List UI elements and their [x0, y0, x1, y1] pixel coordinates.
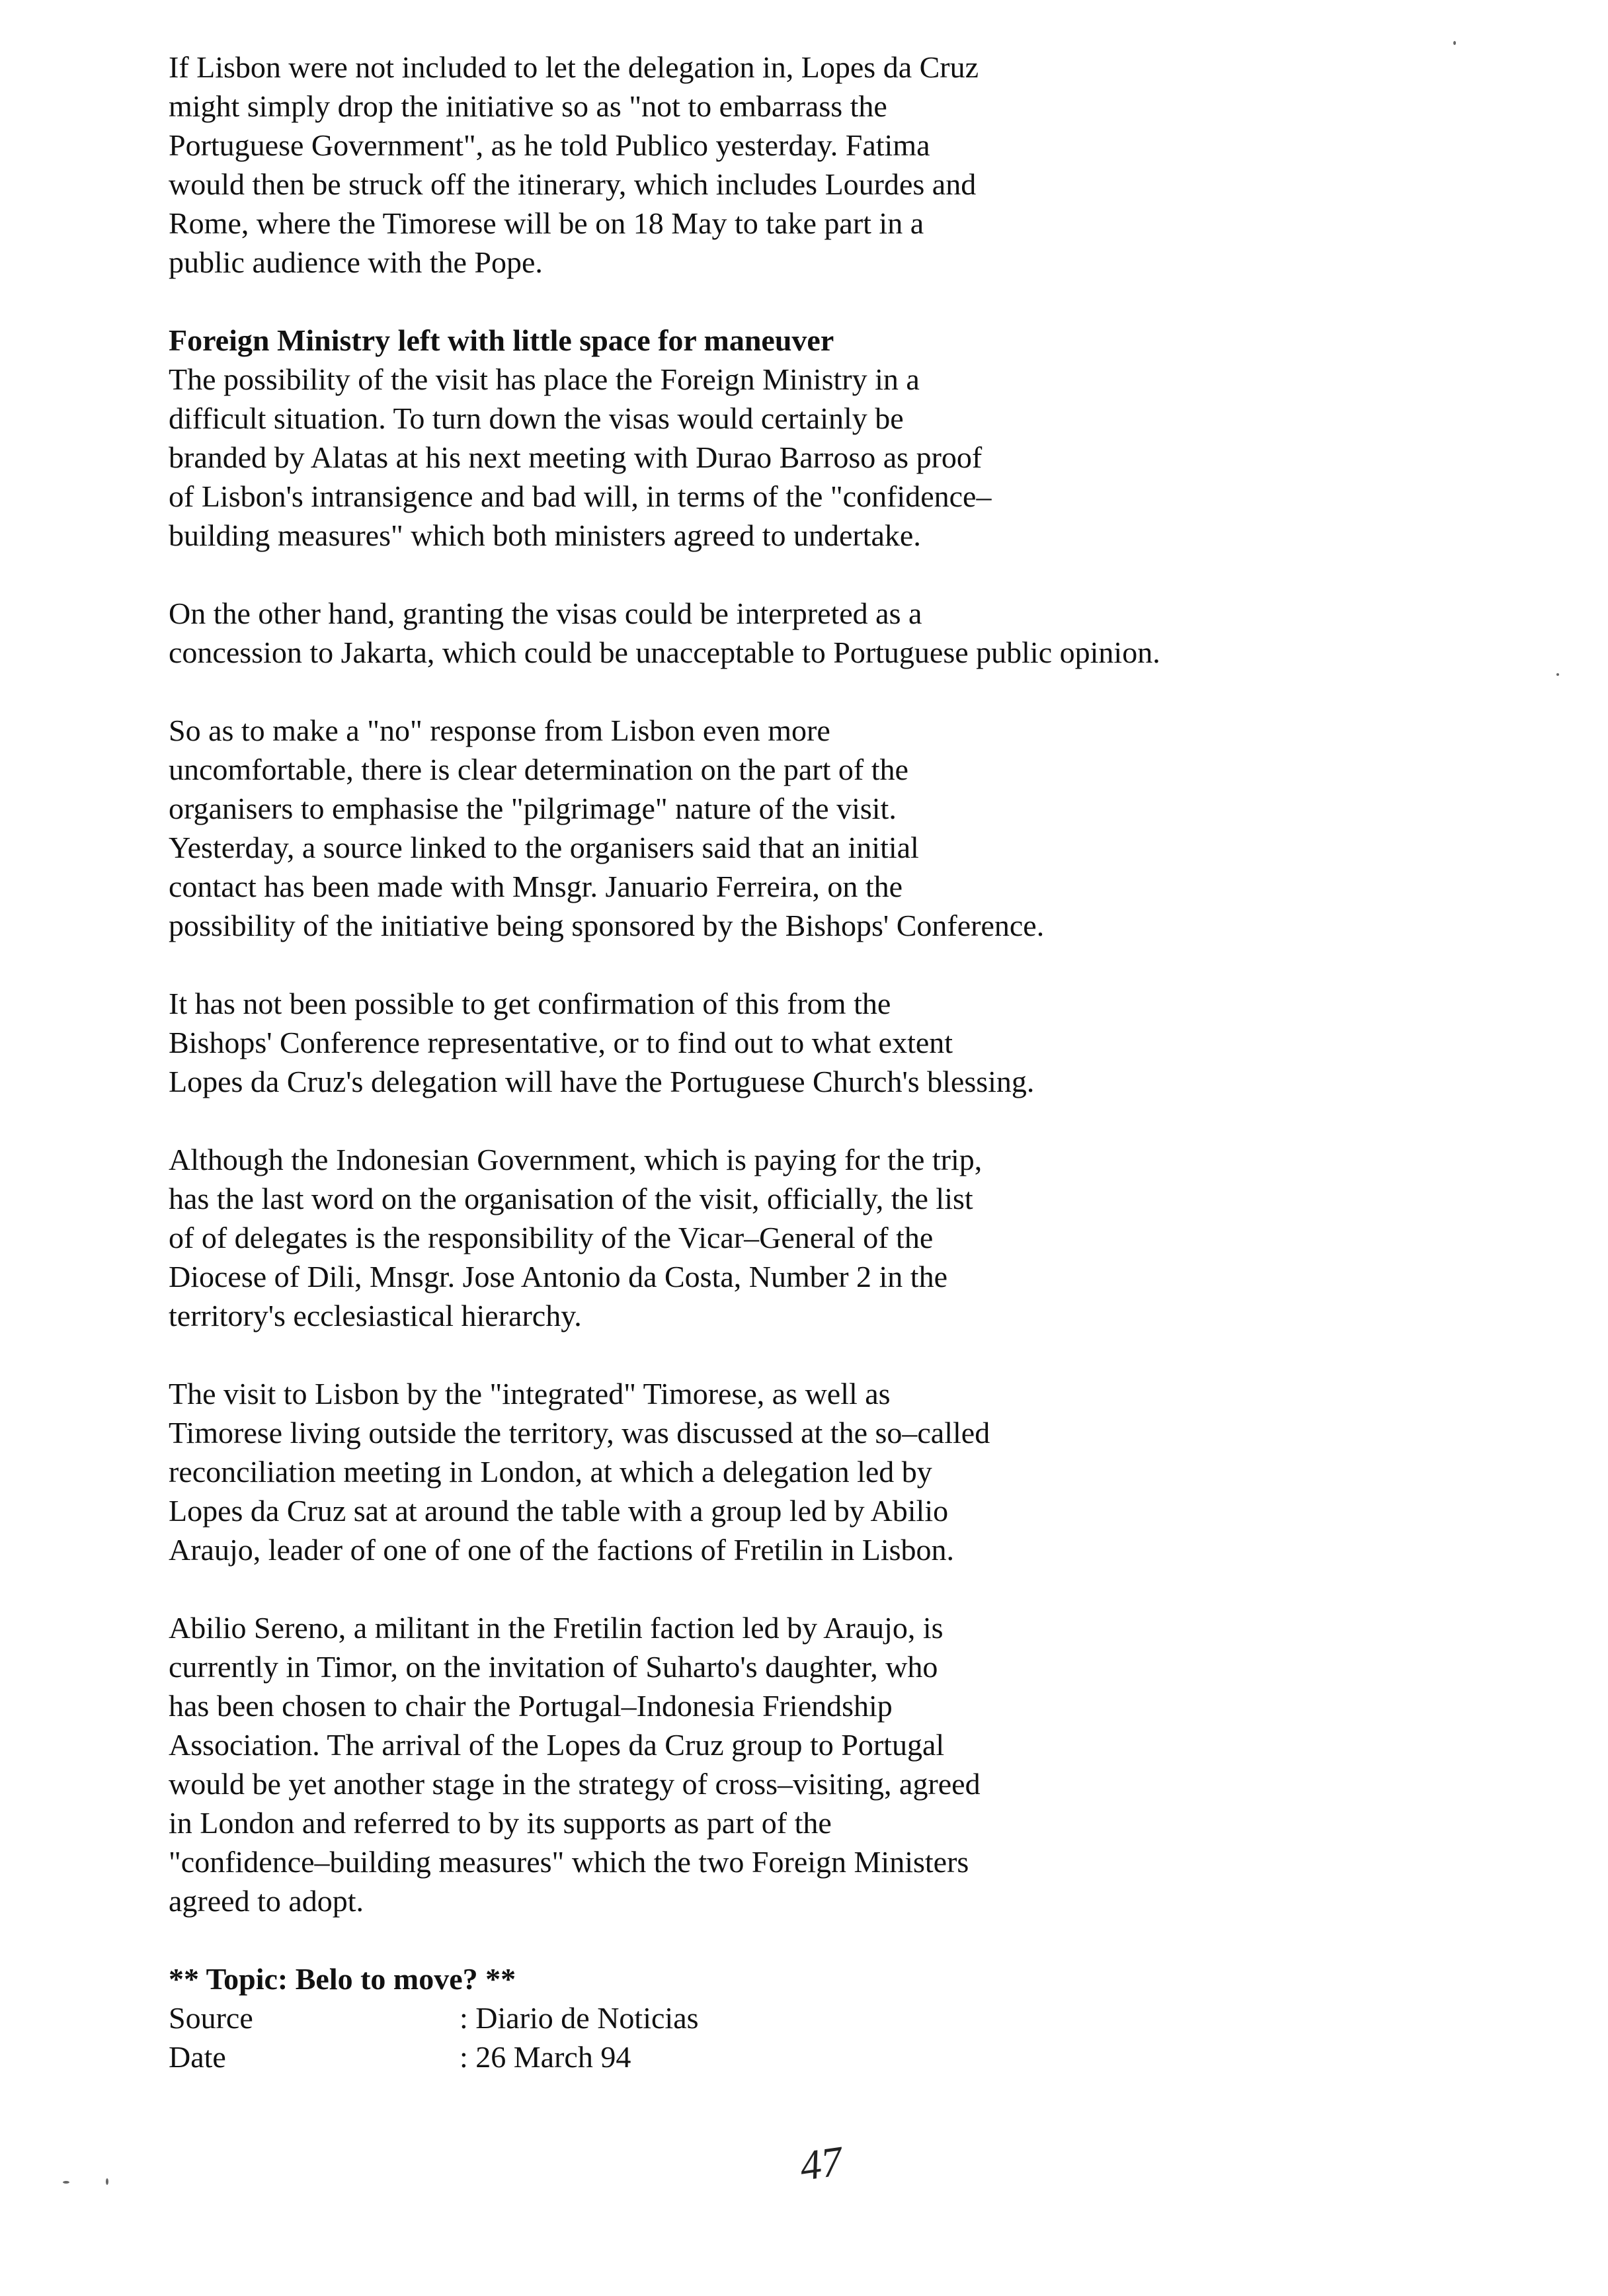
text-line: Rome, where the Timorese will be on 18 May to take part in a	[169, 206, 924, 240]
text-line: branded by Alatas at his next meeting with Durao Barroso as proof	[169, 440, 983, 474]
text-line: uncomfortable, there is clear determination on the part of the	[169, 753, 908, 786]
text-line: of Lisbon's intransigence and bad will, in terms of the "confidence–	[169, 479, 992, 513]
paragraph-abilio-sereno	[169, 1608, 1491, 1920]
paragraph-granting-visas	[169, 594, 1491, 672]
text-line: possibility of the initiative being sponsored by the Bishops' Conference.	[169, 909, 1045, 942]
text-line: organisers to emphasise the "pilgrimage" nature of the visit.	[169, 792, 897, 825]
paragraph-pilgrimage	[169, 711, 1491, 945]
text-line: Araujo, leader of one of one of the factions of Fretilin in Lisbon.	[169, 1533, 955, 1567]
text-line: agreed to adopt.	[169, 1884, 364, 1918]
text-line: Timorese living outside the territory, was discussed at the so–called	[169, 1416, 990, 1450]
scan-speck	[63, 2181, 69, 2184]
text-line: currently in Timor, on the invitation of Suharto's daughter, who	[169, 1650, 938, 1684]
text-line: has the last word on the organisation of the visit, officially, the list	[169, 1182, 973, 1215]
scan-speck	[1556, 673, 1559, 676]
text-line: Yesterday, a source linked to the organisers said that an initial	[169, 831, 919, 864]
text-line: Abilio Sereno, a militant in the Fretilin faction led by Araujo, is	[169, 1611, 944, 1645]
text-line: Although the Indonesian Government, which is paying for the trip,	[169, 1143, 983, 1176]
date-value: : 26 March 94	[460, 2040, 631, 2074]
text-line: difficult situation. To turn down the visas would certainly be	[169, 401, 904, 435]
text-line: "confidence–building measures" which the two Foreign Ministers	[169, 1845, 969, 1879]
text-line: would then be struck off the itinerary, which includes Lourdes and	[169, 167, 977, 201]
text-line: concession to Jakarta, which could be unacceptable to Portuguese public opinion.	[169, 636, 1160, 669]
text-line: If Lisbon were not included to let the delegation in, Lopes da Cruz	[169, 50, 979, 84]
text-line: The possibility of the visit has place the Foreign Ministry in a	[169, 362, 920, 396]
topic-block	[169, 1959, 1491, 2076]
text-line: building measures" which both ministers agreed to undertake.	[169, 518, 921, 552]
source-value: : Diario de Noticias	[460, 2001, 699, 2035]
text-line: Association. The arrival of the Lopes da Cruz group to Portugal	[169, 1728, 945, 1762]
date-row	[169, 2037, 1491, 2076]
text-line: The visit to Lisbon by the "integrated" Timorese, as well as	[169, 1377, 891, 1411]
text-line: reconciliation meeting in London, at which a delegation led by	[169, 1455, 932, 1489]
source-label: Source	[169, 2001, 253, 2035]
text-line: territory's ecclesiastical hierarchy.	[169, 1299, 582, 1332]
text-line: Lopes da Cruz's delegation will have the Portuguese Church's blessing.	[169, 1065, 1035, 1098]
document-body	[169, 48, 1491, 2076]
paragraph-bishops-conference	[169, 984, 1491, 1101]
text-line: public audience with the Pope.	[169, 245, 543, 279]
date-label: Date	[169, 2040, 226, 2074]
text-line: Lopes da Cruz sat at around the table with a group led by Abilio	[169, 1494, 949, 1528]
text-line: Bishops' Conference representative, or to find out to what extent	[169, 1026, 953, 1059]
text-line: has been chosen to chair the Portugal–Indonesia Friendship	[169, 1689, 893, 1723]
topic-heading: ** Topic: Belo to move? **	[169, 1962, 516, 1996]
section-heading: Foreign Ministry left with little space for maneuver	[169, 323, 834, 357]
text-line: Diocese of Dili, Mnsgr. Jose Antonio da Costa, Number 2 in the	[169, 1260, 947, 1293]
text-line: Portuguese Government", as he told Publico yesterday. Fatima	[169, 128, 930, 162]
text-line: So as to make a "no" response from Lisbon even more	[169, 714, 830, 747]
text-line: contact has been made with Mnsgr. Januario Ferreira, on the	[169, 870, 903, 903]
scan-speck	[106, 2178, 108, 2185]
paragraph-indonesian-government	[169, 1140, 1491, 1335]
paragraph-reconciliation-meeting	[169, 1374, 1491, 1569]
handwritten-page-number: 47	[797, 2137, 846, 2190]
text-line: would be yet another stage in the strategy of cross–visiting, agreed	[169, 1767, 981, 1801]
text-line: in London and referred to by its supports as part of the	[169, 1806, 832, 1840]
text-line: On the other hand, granting the visas could be interpreted as a	[169, 596, 922, 630]
text-line: might simply drop the initiative so as "not to embarrass the	[169, 89, 887, 123]
text-line: of of delegates is the responsibility of the Vicar–General of the	[169, 1221, 934, 1254]
paragraph-foreign-ministry	[169, 321, 1491, 555]
scan-speck	[1453, 41, 1456, 45]
text-line: It has not been possible to get confirmation of this from the	[169, 987, 891, 1020]
paragraph-lisbon-initiative	[169, 48, 1491, 282]
source-row	[169, 1998, 1491, 2037]
